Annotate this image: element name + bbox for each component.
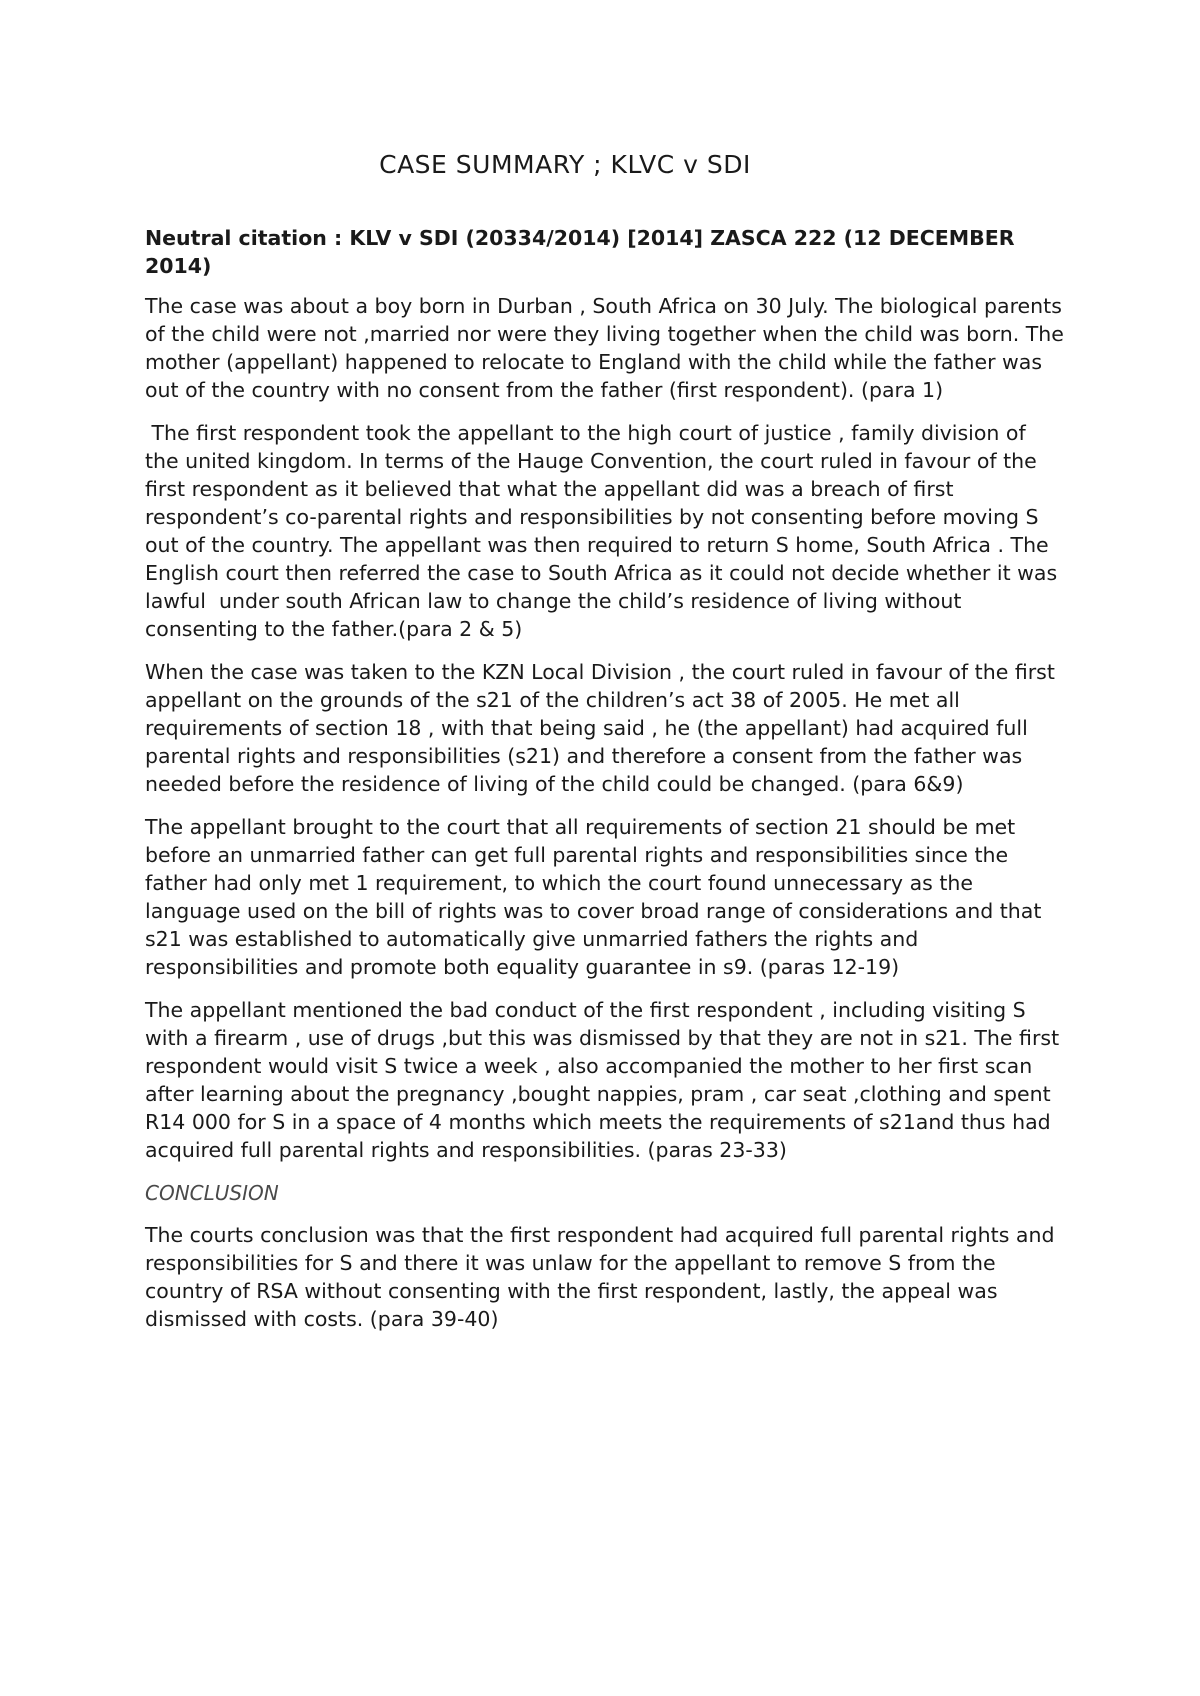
document-title: CASE SUMMARY ; KLVC v SDI <box>379 150 751 179</box>
paragraph-2: The first respondent took the appellant to the high court of justice , family division of the united kingdom. In terms of the Hauge Convention, the court ruled in favour of the first respondent as it believed that what the appellant did was a breach of first respondent’s co-parental rights and responsibilities by not consenting before moving S out of the country. The appellant was then required to return S home, South Africa . The English court then referred the case to South Africa as it could not decide whether it was lawful under south African law to change the child’s residence of living without consenting to the father.(para 2 & 5) <box>145 421 1064 641</box>
neutral-citation: Neutral citation : KLV v SDI (20334/2014) [2014] ZASCA 222 (12 DECEMBER 2014) <box>145 226 1015 278</box>
conclusion-heading: CONCLUSION <box>145 1181 279 1205</box>
paragraph-3: When the case was taken to the KZN Local Division , the court ruled in favour of the first appellant on the grounds of the s21 of the children’s act 38 of 2005. He met all requirements of section 18 , with that being said , he (the appellant) had acquired full parental rights and responsibilities (s21) and therefore a consent from the father was needed before the residence of living of the child could be changed. (para 6&9) <box>145 660 1055 796</box>
document-body <box>145 150 1065 1348</box>
paragraph-5: The appellant mentioned the bad conduct of the first respondent , including visiting S with a firearm , use of drugs ,but this was dismissed by that they are not in s21. The first respondent would visit S twice a week , also accompanied the mother to her first scan after learning about the pregnancy ,bought nappies, pram , car seat ,clothing and spent R14 000 for S in a space of 4 months which meets the requirements of s21and thus had acquired full parental rights and responsibilities. (paras 23-33) <box>145 998 1060 1162</box>
paragraph-1: The case was about a boy born in Durban , South Africa on 30 July. The biological parents of the child were not ,married nor were they living together when the child was born. The mother (appellant) happened to relocate to England with the child while the father was out of the country with no consent from the father (first respondent). (para 1) <box>145 294 1064 402</box>
paragraph-4: The appellant brought to the court that all requirements of section 21 should be met before an unmarried father can get full parental rights and responsibilities since the father had only met 1 requirement, to which the court found unnecessary as the language used on the bill of rights was to cover broad range of considerations and that s21 was established to automatically give unmarried fathers the rights and responsibilities and promote both equality guarantee in s9. (paras 12-19) <box>145 815 1042 979</box>
conclusion-paragraph: The courts conclusion was that the first respondent had acquired full parental rights and responsibilities for S and there it was unlaw for the appellant to remove S from the country of RSA without consenting with the first respondent, lastly, the appeal was dismissed with costs. (para 39-40) <box>145 1223 1055 1331</box>
